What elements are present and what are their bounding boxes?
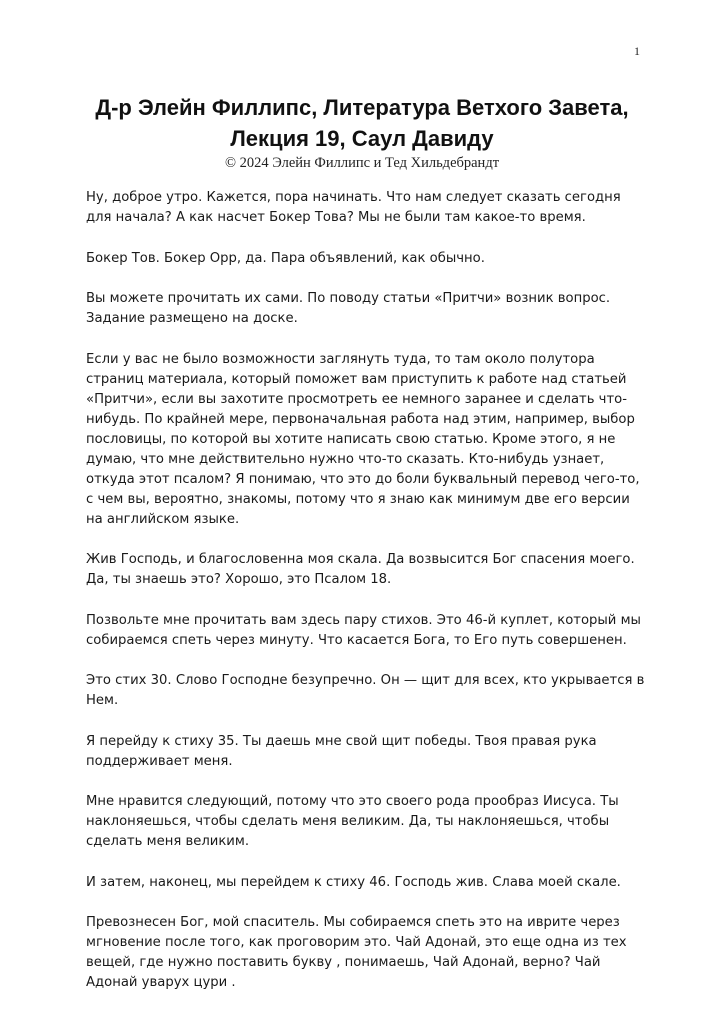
copyright-line: © 2024 Элейн Филлипс и Тед Хильдебрандт [224,155,500,171]
paragraph: Если у вас не было возможности заглянуть туда, то там около полутора страниц материала, который поможет вам приступить к работе над статьей «Притчи», если вы захотите просмотреть ее немного заранее и сделать что-нибудь. По крайней мере, первоначальная работа над этим, например, выбор пословицы, по которой вы хотите написать свою статью. Кроме этого, я не думаю, что мне действительно нужно что-то сказать. Кто-нибудь узнает, откуда этот псалом? Я понимаю, что это до боли буквальный перевод чего-то, с чем вы, вероятно, знакомы, потому что я знаю как минимум две его версии на английском языке. [86,351,640,527]
paragraph: Вы можете прочитать их сами. По поводу статьи «Притчи» возник вопрос. Задание размещено на доске. [86,291,611,326]
paragraph: Жив Господь, и благословенна моя скала. Да возвысится Бог спасения моего. Да, ты знаешь это? Хорошо, это Псалом 18. [86,552,635,587]
paragraph: Позвольте мне прочитать вам здесь пару стихов. Это 46-й куплет, который мы собираемся спеть через минуту. Что касается Бога, то Его путь совершенен. [86,612,641,648]
paragraph: И затем, наконец, мы перейдем к стиху 46. Господь жив. Слава моей скале. [86,874,621,890]
page-number: 1 [634,44,640,58]
paragraph: Мне нравится следующий, потому что это своего рода прообраз Иисуса. Ты наклоняешься, чтобы сделать меня великим. Да, ты наклоняешься, чтобы сделать меня великим. [86,794,619,849]
paragraph: Бокер Тов. Бокер Орр, да. Пара объявлений, как обычно. [86,250,485,266]
paragraph: Я перейду к стиху 35. Ты даешь мне свой щит победы. Твоя правая рука поддерживает меня. [86,733,597,769]
paragraph: Превознесен Бог, мой спаситель. Мы собираемся спеть это на иврите через мгновение после того, как проговорим это. Чай Адонай, это еще одна из тех вещей, где нужно поставить букву , понимаешь, Чай Адонай, верно? Чай Адонай уварух цури . [86,915,627,990]
paragraph: Ну, доброе утро. Кажется, пора начинать. Что нам следует сказать сегодня для начала? А как насчет Бокер Това? Мы не были там какое-то время. [86,190,621,225]
document-body [86,188,646,1014]
paragraph: Это стих 30. Слово Господне безупречно. Он — щит для всех, кто укрывается в Нем. [86,673,645,708]
document-title-line-2: Лекция 19, Саул Давиду [230,126,494,151]
document-title-line-1: Д-р Элейн Филлипс, Литература Ветхого Завета, [95,95,629,120]
document-header [60,92,664,172]
